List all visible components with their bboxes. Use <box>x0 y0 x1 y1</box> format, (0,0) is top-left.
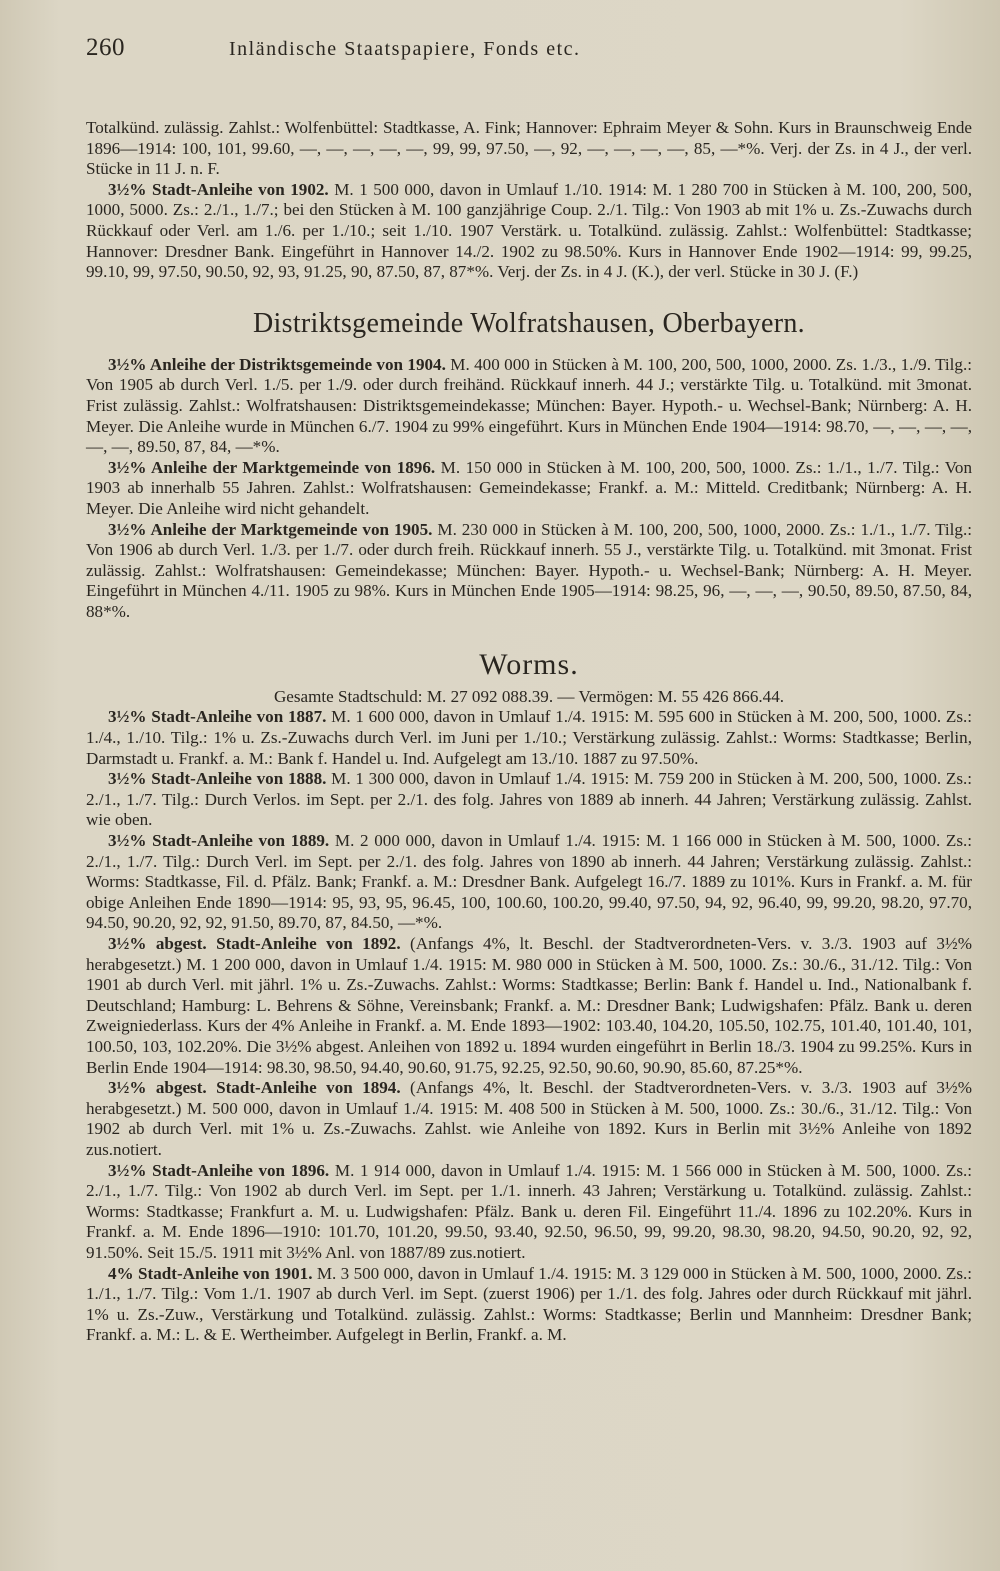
bond-title: 3½% abgest. Stadt-Anleihe von 1892. <box>108 934 401 953</box>
bond-text: (Anfangs 4%, lt. Beschl. der Stadtverordneten-Vers. v. 3./3. 1903 auf 3½% herabgesetzt.) M. 1 200 000, davon in Umlauf 1./4. 1915: M. 980 000 in Stücken à M. 500, 1000. Zs.: 30./6., 31./12. Tilg.: Von 1901 ab durch Verl. mit jährl. 1% u. Zs.-Zuwachs. Zahlst.: Worms: Stadtkasse; Berlin: Bank f. Handel u. Ind., Nationalbank f. Deutschland; Hamburg: L. Behrens & Söhne, Vereinsbank; Frankf. a. M.: Dresdner Bank; Ludwigshafen: Pfälz. Bank u. deren Zweigniederlass. Kurs der 4% Anleihe in Frankf. a. M. Ende 1893—1902: 103.40, 104.20, 105.50, 102.75, 101.40, 101.40, 101, 100.50, 103, 102.20%. Die 3½% abgest. Anleihen von 1892 u. 1894 wurden eingeführt in Berlin 18./3. 1904 zu 99.25%. Kurs in Berlin Ende 1904—1914: 98.30, 98.50, 94.40, 90.60, 91.75, 92.25, 92.50, 90.60, 90.90, 85.60, 87.25*%. <box>86 934 972 1077</box>
bond-entry <box>86 1078 972 1160</box>
bond-text: M. 3 500 000, davon in Umlauf 1./4. 1915: M. 3 129 000 in Stücken à M. 500, 1000, 2000. Zs.: 1./1., 1./7. Tilg.: Vom 1./1. 1907 ab durch Verl. im Sept. (zuerst 1906) per 1./1. des folg. Jahres oder durch Rückkauf mit jährl. 1% u. Zs.-Zuw., Verstärkung und Totalkünd. zulässig. Zahlst.: Worms: Stadtkasse; Berlin und Mannheim: Dresdner Bank; Frankf. a. M.: L. & E. Wertheimber. Aufgelegt in Berlin, Frankf. a. M. <box>86 1263 972 1345</box>
bond-entry <box>86 458 972 520</box>
bond-entry <box>86 769 972 831</box>
bond-entry <box>86 831 972 934</box>
bond-title: 3½% Anleihe der Marktgemeinde von 1905. <box>108 519 433 539</box>
bond-entry <box>86 520 972 623</box>
section-heading-worms: Worms. <box>479 648 579 682</box>
bond-entry <box>86 707 972 769</box>
bond-title: 3½% Anleihe der Marktgemeinde von 1896. <box>108 457 436 477</box>
bond-text: M. 2 000 000, davon in Umlauf 1./4. 1915: M. 1 166 000 in Stücken à M. 500, 1000. Zs.: 2./1., 1./7. Tilg.: Durch Verl. im Sept. per 2./1. des folg. Jahres von 1890 ab innerh. 44 Jahren; Verstärkung zulässig. Zahlst.: Worms: Stadtkasse, Fil. d. Pfälz. Bank; Frankf. a. M.: Dresdner Bank. Aufgelegt 16./7. 1889 zu 101%. Kurs in Frankf. a. M. für obige Anleihen Ende 1890—1914: 95, 93, 95, 96.45, 100, 100.60, 100.20, 99.40, 97.50, 94, 92, 96.40, 99, 99.20, 98.20, 97.70, 94.50, 90.20, 92, 92, 91.50, 89.70, 87, 84.50, —*%. <box>86 831 972 933</box>
bond-title: 3½% Stadt-Anleihe von 1902. <box>108 179 329 199</box>
intro-paragraph: Totalkünd. zulässig. Zahlst.: Wolfenbüttel: Stadtkasse, A. Fink; Hannover: Ephraim Meyer & Sohn. Kurs in Braunschweig Ende 1896—1914: 100, 101, 99.60, —, —, —, —, —, 99, 99, 97.50, —, 92, —, —, —, —, 85, —*%. Verj. der Zs. in 4 J., der verl. Stücke in 11 J. n. F. <box>86 118 972 179</box>
bond-title: 3½% Stadt-Anleihe von 1887. <box>108 707 327 727</box>
bond-title: 3½% Stadt-Anleihe von 1896. <box>108 1160 330 1180</box>
bond-text: M. 1 300 000, davon in Umlauf 1./4. 1915: M. 759 200 in Stücken à M. 200, 500, 1000. Zs.: 2./1., 1./7. Tilg.: Durch Verlos. im Sept. per 2./1. des folg. Jahres von 1889 ab innerh. 44 Jahren; Verstärkung zulässig. Zahlst. wie oben. <box>86 769 972 830</box>
bond-title: 3½% Anleihe der Distriktsgemeinde von 1904. <box>108 354 446 374</box>
bond-text: M. 1 914 000, davon in Umlauf 1./4. 1915: M. 1 566 000 in Stücken à M. 500, 1000. Zs.: 2./1., 1./7. Tilg.: Von 1902 ab durch Verl. im Sept. per 1./1. innerh. 43 Jahren; Verstärkung u. Totalkünd. zulässig. Zahlst.: Worms: Stadtkasse; Frankfurt a. M. u. Ludwigshafen: Pfälz. Bank u. deren Fil. Eingeführt 11./4. 1896 zu 102.20%. Kurs in Frankf. a. M. Ende 1896—1910: 101.70, 101.20, 99.50, 93.40, 92.50, 96.50, 99, 99.20, 98.30, 98.20, 94.50, 90.20, 92, 92, 91.50%. Seit 15./5. 1911 mit 3½% Anl. von 1887/89 zus.notiert. <box>86 1160 972 1262</box>
bond-entry <box>86 1161 972 1264</box>
bond-entry <box>86 355 972 458</box>
running-head <box>86 34 972 74</box>
bond-title: 4% Stadt-Anleihe von 1901. <box>108 1263 313 1283</box>
bond-entry <box>86 934 972 1078</box>
bond-title: 3½% abgest. Stadt-Anleihe von 1894. <box>108 1078 401 1098</box>
running-title: Inländische Staatspapiere, Fonds etc. <box>229 38 581 60</box>
bond-text: M. 150 000 in Stücken à M. 100, 200, 500, 1000. Zs.: 1./1., 1./7. Tilg.: Von 1903 ab innerhalb 55 Jahren. Zahlst.: Wolfratshausen: Gemeindekasse; Frankf. a. M.: Mitteld. Creditbank; Nürnberg: A. H. Meyer. Die Anleihe wird nicht gehandelt. <box>86 457 973 518</box>
bond-entry <box>86 180 972 283</box>
bond-title: 3½% Stadt-Anleihe von 1889. <box>108 831 330 851</box>
debt-summary: Gesamte Stadtschuld: M. 27 092 088.39. — Vermögen: M. 55 426 866.44. <box>273 687 785 707</box>
page-number: 260 <box>86 34 125 61</box>
bond-text: M. 400 000 in Stücken à M. 100, 200, 500, 1000, 2000. Zs. 1./3., 1./9. Tilg.: Von 1905 ab durch Verl. 1./5. per 1./9. oder durch freihänd. Rückkauf innerh. 44 J.; verstärkte Tilg. u. Totalkünd. mit 3monat. Frist zulässig. Zahlst.: Wolfratshausen: Distriktsgemeindekasse; München: Bayer. Hypoth.- u. Wechsel-Bank; Nürnberg: A. H. Meyer. Die Anleihe wurde in München 6./7. 1904 zu 99% eingeführt. Kurs in München Ende 1904—1914: 98.70, —, —, —, —, —, —, 89.50, 87, 84, —*%. <box>86 354 972 457</box>
bond-text: M. 1 500 000, davon in Umlauf 1./10. 1914: M. 1 280 700 in Stücken à M. 100, 200, 500, 1000, 5000. Zs.: 2./1., 1./7.; bei den Stücken à M. 100 ganzjährige Coup. 2./1. Tilg.: Von 1903 ab mit 1% u. Zs.-Zuwachs durch Rückkauf oder Verl. am 1./6. per 1./10.; seit 1./10. 1907 Verstärk. u. Totalkünd. zulässig. Zahlst.: Wolfenbüttel: Stadtkasse; Hannover: Dresdner Bank. Eingeführt in Hannover 14./2. 1902 zu 98.50%. Kurs in Hannover Ende 1902—1914: 99, 99.25, 99.10, 99, 97.50, 90.50, 92, 93, 91.25, 90, 87.50, 87, 87*%. Verj. der Zs. in 4 J. (K.), der verl. Stücke in 30 J. (F.) <box>86 179 973 282</box>
section-heading-wolfratshausen: Distriktsgemeinde Wolfratshausen, Oberbayern. <box>253 307 805 339</box>
bond-text: (Anfangs 4%, lt. Beschl. der Stadtverordneten-Vers. v. 3./3. 1903 auf 3½% herabgesetzt.) M. 500 000, davon in Umlauf 1./4. 1915: M. 408 500 in Stücken à M. 500, 1000. Zs.: 30./6., 31./12. Tilg.: Von 1902 ab durch Verl. mit 1% u. Zs.-Zuwachs. Zahlst. wie Anleihe von 1892. Kurs in Berlin mit 3½% Anleihe von 1892 zus.notiert. <box>86 1078 972 1159</box>
bond-entry <box>86 1264 972 1346</box>
bond-text: M. 1 600 000, davon in Umlauf 1./4. 1915: M. 595 600 in Stücken à M. 200, 500, 1000. Zs.: 1./4., 1./10. Tilg.: 1% u. Zs.-Zuwachs durch Verl. im Juni per 1./10.; Verstärkung zulässig. Zahlst.: Worms: Stadtkasse; Berlin, Darmstadt u. Frankf. a. M.: Bank f. Handel u. Ind. Aufgelegt am 13./10. 1887 zu 97.50%. <box>86 707 972 768</box>
bond-title: 3½% Stadt-Anleihe von 1888. <box>108 769 327 789</box>
bond-text: M. 230 000 in Stücken à M. 100, 200, 500, 1000, 2000. Zs.: 1./1., 1./7. Tilg.: Von 1906 ab durch Verl. 1./3. per 1./7. oder durch freih. Rückkauf innerh. 55 J., verstärkte Tilg. u. Totalkünd. mit 3monat. Frist zulässig. Zahlst.: Wolfratshausen: Gemeindekasse; München: Bayer. Hypoth.- u. Wechsel-Bank; Nürnberg: A. H. Meyer. Eingeführt in München 4./11. 1905 zu 98%. Kurs in München Ende 1905—1914: 98.25, 96, —, —, —, 90.50, 89.50, 87.50, 84, 88*%. <box>86 519 972 621</box>
